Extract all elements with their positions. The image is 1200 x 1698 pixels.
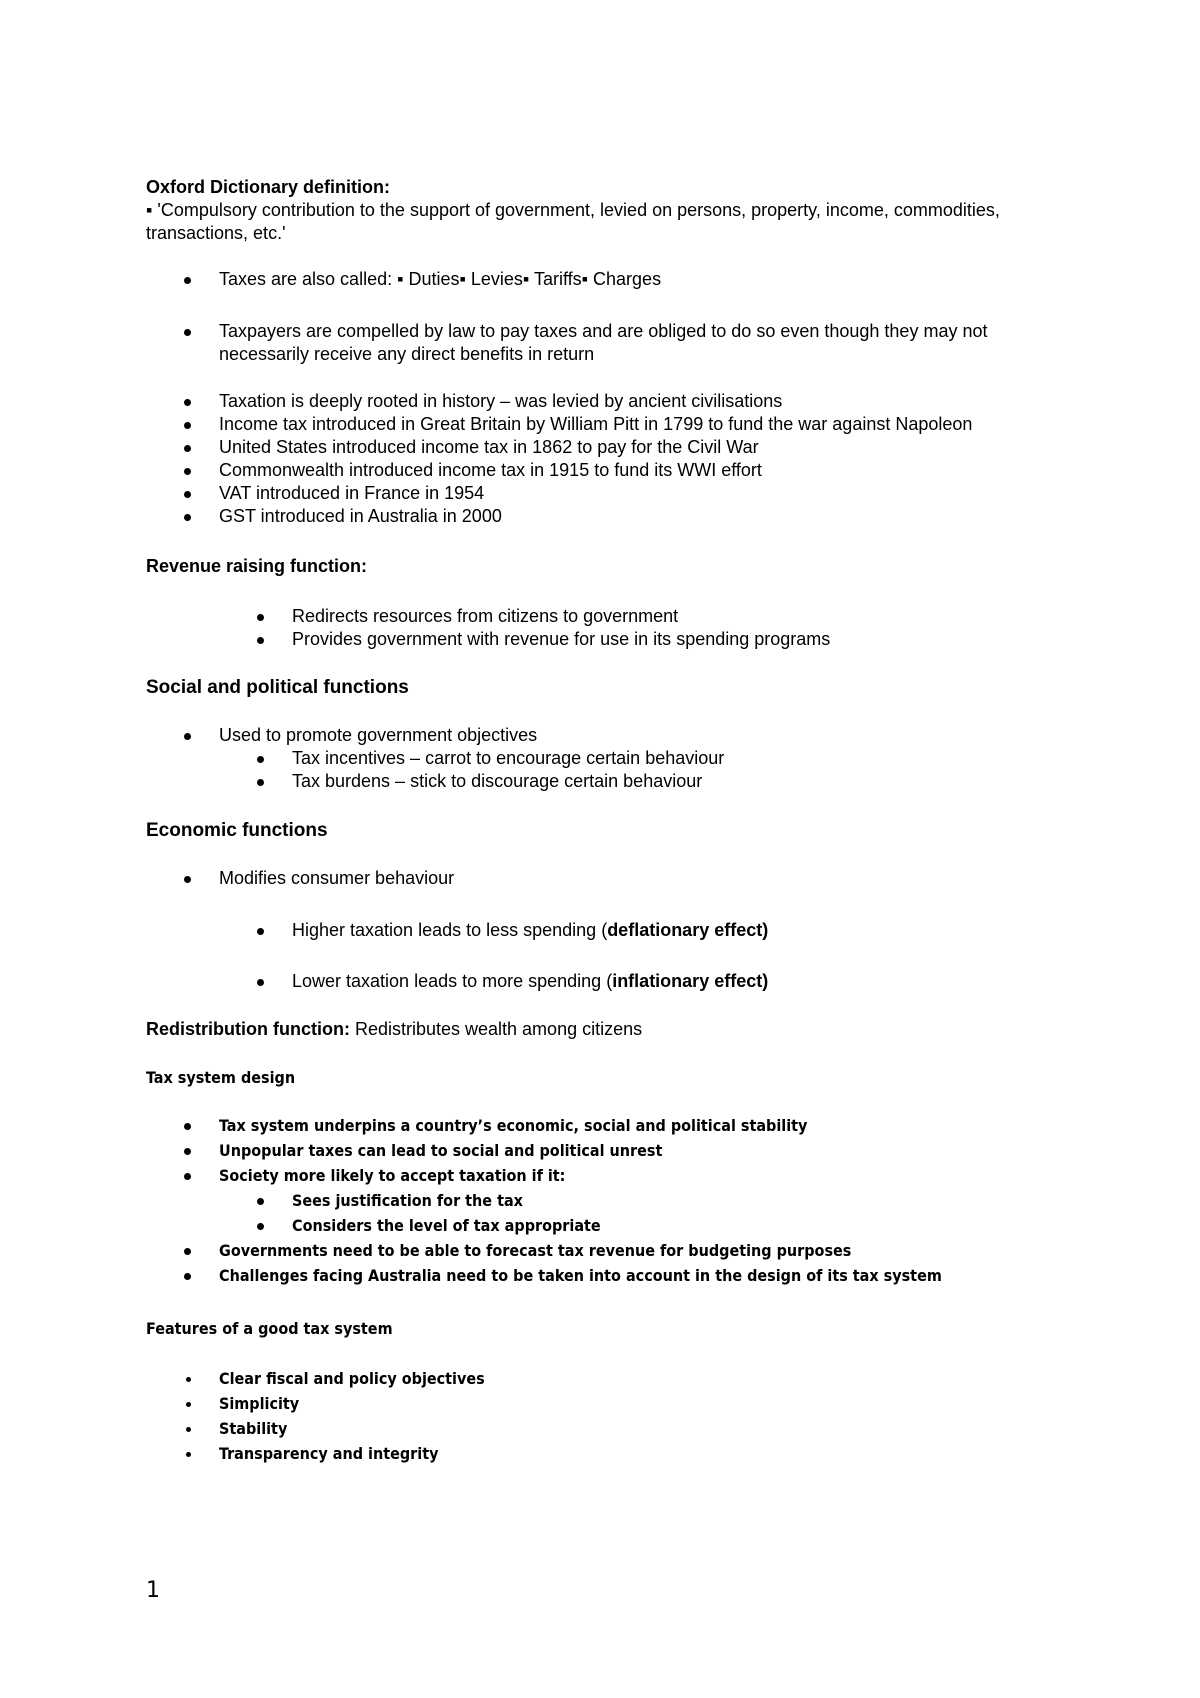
bullet-icon (186, 1377, 191, 1382)
list-item: GST introduced in Australia in 2000 (146, 505, 1066, 528)
bullet-icon (186, 1402, 191, 1407)
list-item: Taxes are also called: ▪ Duties▪ Levies▪ Tariffs▪ Charges (146, 268, 1066, 291)
tax-design-heading: Tax system design (146, 1068, 296, 1087)
list-item: VAT introduced in France in 1954 (146, 482, 1066, 505)
bullet-icon (257, 928, 264, 935)
bullet-icon (184, 468, 191, 475)
bullet-icon (184, 1173, 191, 1180)
bullet-icon (186, 1452, 191, 1457)
list-item: United States introduced income tax in 1862 to pay for the Civil War (146, 436, 1066, 459)
bullet-icon (257, 979, 264, 986)
list-item: Tax incentives – carrot to encourage certain behaviour (146, 747, 1066, 770)
list-item: Challenges facing Australia need to be taken into account in the design of its tax system (146, 1263, 1066, 1288)
bullet-icon (257, 779, 264, 786)
list-item: Considers the level of tax appropriate (146, 1213, 1066, 1238)
list-item: Society more likely to accept taxation if it: (146, 1163, 1066, 1188)
compulsion-list (146, 320, 1066, 366)
list-item: Governments need to be able to forecast tax revenue for budgeting purposes (146, 1238, 1066, 1263)
list-item: Modifies consumer behaviour (146, 867, 1066, 890)
aliases-list (146, 268, 1066, 291)
bullet-icon (257, 756, 264, 763)
bullet-icon (257, 637, 264, 644)
list-item: Provides government with revenue for use in its spending programs (146, 628, 1066, 651)
bullet-icon (184, 1148, 191, 1155)
list-item: Redirects resources from citizens to government (146, 605, 1066, 628)
list-item: Stability (146, 1416, 1066, 1441)
revenue-list (146, 605, 1066, 651)
list-item: Tax burdens – stick to discourage certain behaviour (146, 770, 1066, 793)
list-item: Tax system underpins a country’s economic, social and political stability (146, 1113, 1066, 1138)
bullet-icon (184, 277, 191, 284)
bullet-icon (184, 445, 191, 452)
definition-heading: Oxford Dictionary definition: (146, 177, 391, 197)
economic-heading: Economic functions (146, 820, 328, 841)
social-heading: Social and political functions (146, 677, 409, 698)
bullet-icon (184, 1123, 191, 1130)
bullet-icon (184, 422, 191, 429)
bullet-icon (184, 876, 191, 883)
page-content (146, 176, 1066, 1466)
page-number: 1 (146, 1578, 160, 1603)
definition-quote: ▪ 'Compulsory contribution to the support of government, levied on persons, property, income, commodities, transactions, etc.' (146, 200, 1000, 243)
bullet-icon (257, 1223, 264, 1230)
list-item: Taxpayers are compelled by law to pay taxes and are obliged to do so even though they may not necessarily receive any direct benefits in return (146, 320, 1066, 366)
tax-design-section (146, 1065, 1066, 1466)
bullet-icon (184, 399, 191, 406)
list-item: Lower taxation leads to more spending (inflationary effect) (146, 970, 1066, 993)
history-list (146, 390, 1066, 528)
bullet-icon (184, 329, 191, 336)
economic-list (146, 867, 1066, 993)
bullet-icon (184, 1273, 191, 1280)
bullet-icon (184, 514, 191, 521)
list-item: Higher taxation leads to less spending (deflationary effect) (146, 919, 1066, 942)
bullet-icon (257, 1198, 264, 1205)
tax-design-list (146, 1113, 1066, 1288)
features-list (146, 1366, 1066, 1466)
revenue-heading: Revenue raising function: (146, 556, 368, 576)
list-item: Taxation is deeply rooted in history – was levied by ancient civilisations (146, 390, 1066, 413)
social-list (146, 724, 1066, 793)
list-item: Sees justification for the tax (146, 1188, 1066, 1213)
list-item: Income tax introduced in Great Britain by William Pitt in 1799 to fund the war against Napoleon (146, 413, 1066, 436)
bullet-icon (186, 1427, 191, 1432)
list-item: Used to promote government objectives (146, 724, 1066, 747)
redistribution-line: Redistribution function: Redistributes wealth among citizens (146, 1019, 643, 1039)
list-item: Commonwealth introduced income tax in 1915 to fund its WWI effort (146, 459, 1066, 482)
bullet-icon (257, 614, 264, 621)
list-item: Simplicity (146, 1391, 1066, 1416)
bullet-icon (184, 733, 191, 740)
features-heading: Features of a good tax system (146, 1319, 393, 1338)
list-item: Transparency and integrity (146, 1441, 1066, 1466)
bullet-icon (184, 1248, 191, 1255)
list-item: Unpopular taxes can lead to social and political unrest (146, 1138, 1066, 1163)
list-item: Clear fiscal and policy objectives (146, 1366, 1066, 1391)
bullet-icon (184, 491, 191, 498)
